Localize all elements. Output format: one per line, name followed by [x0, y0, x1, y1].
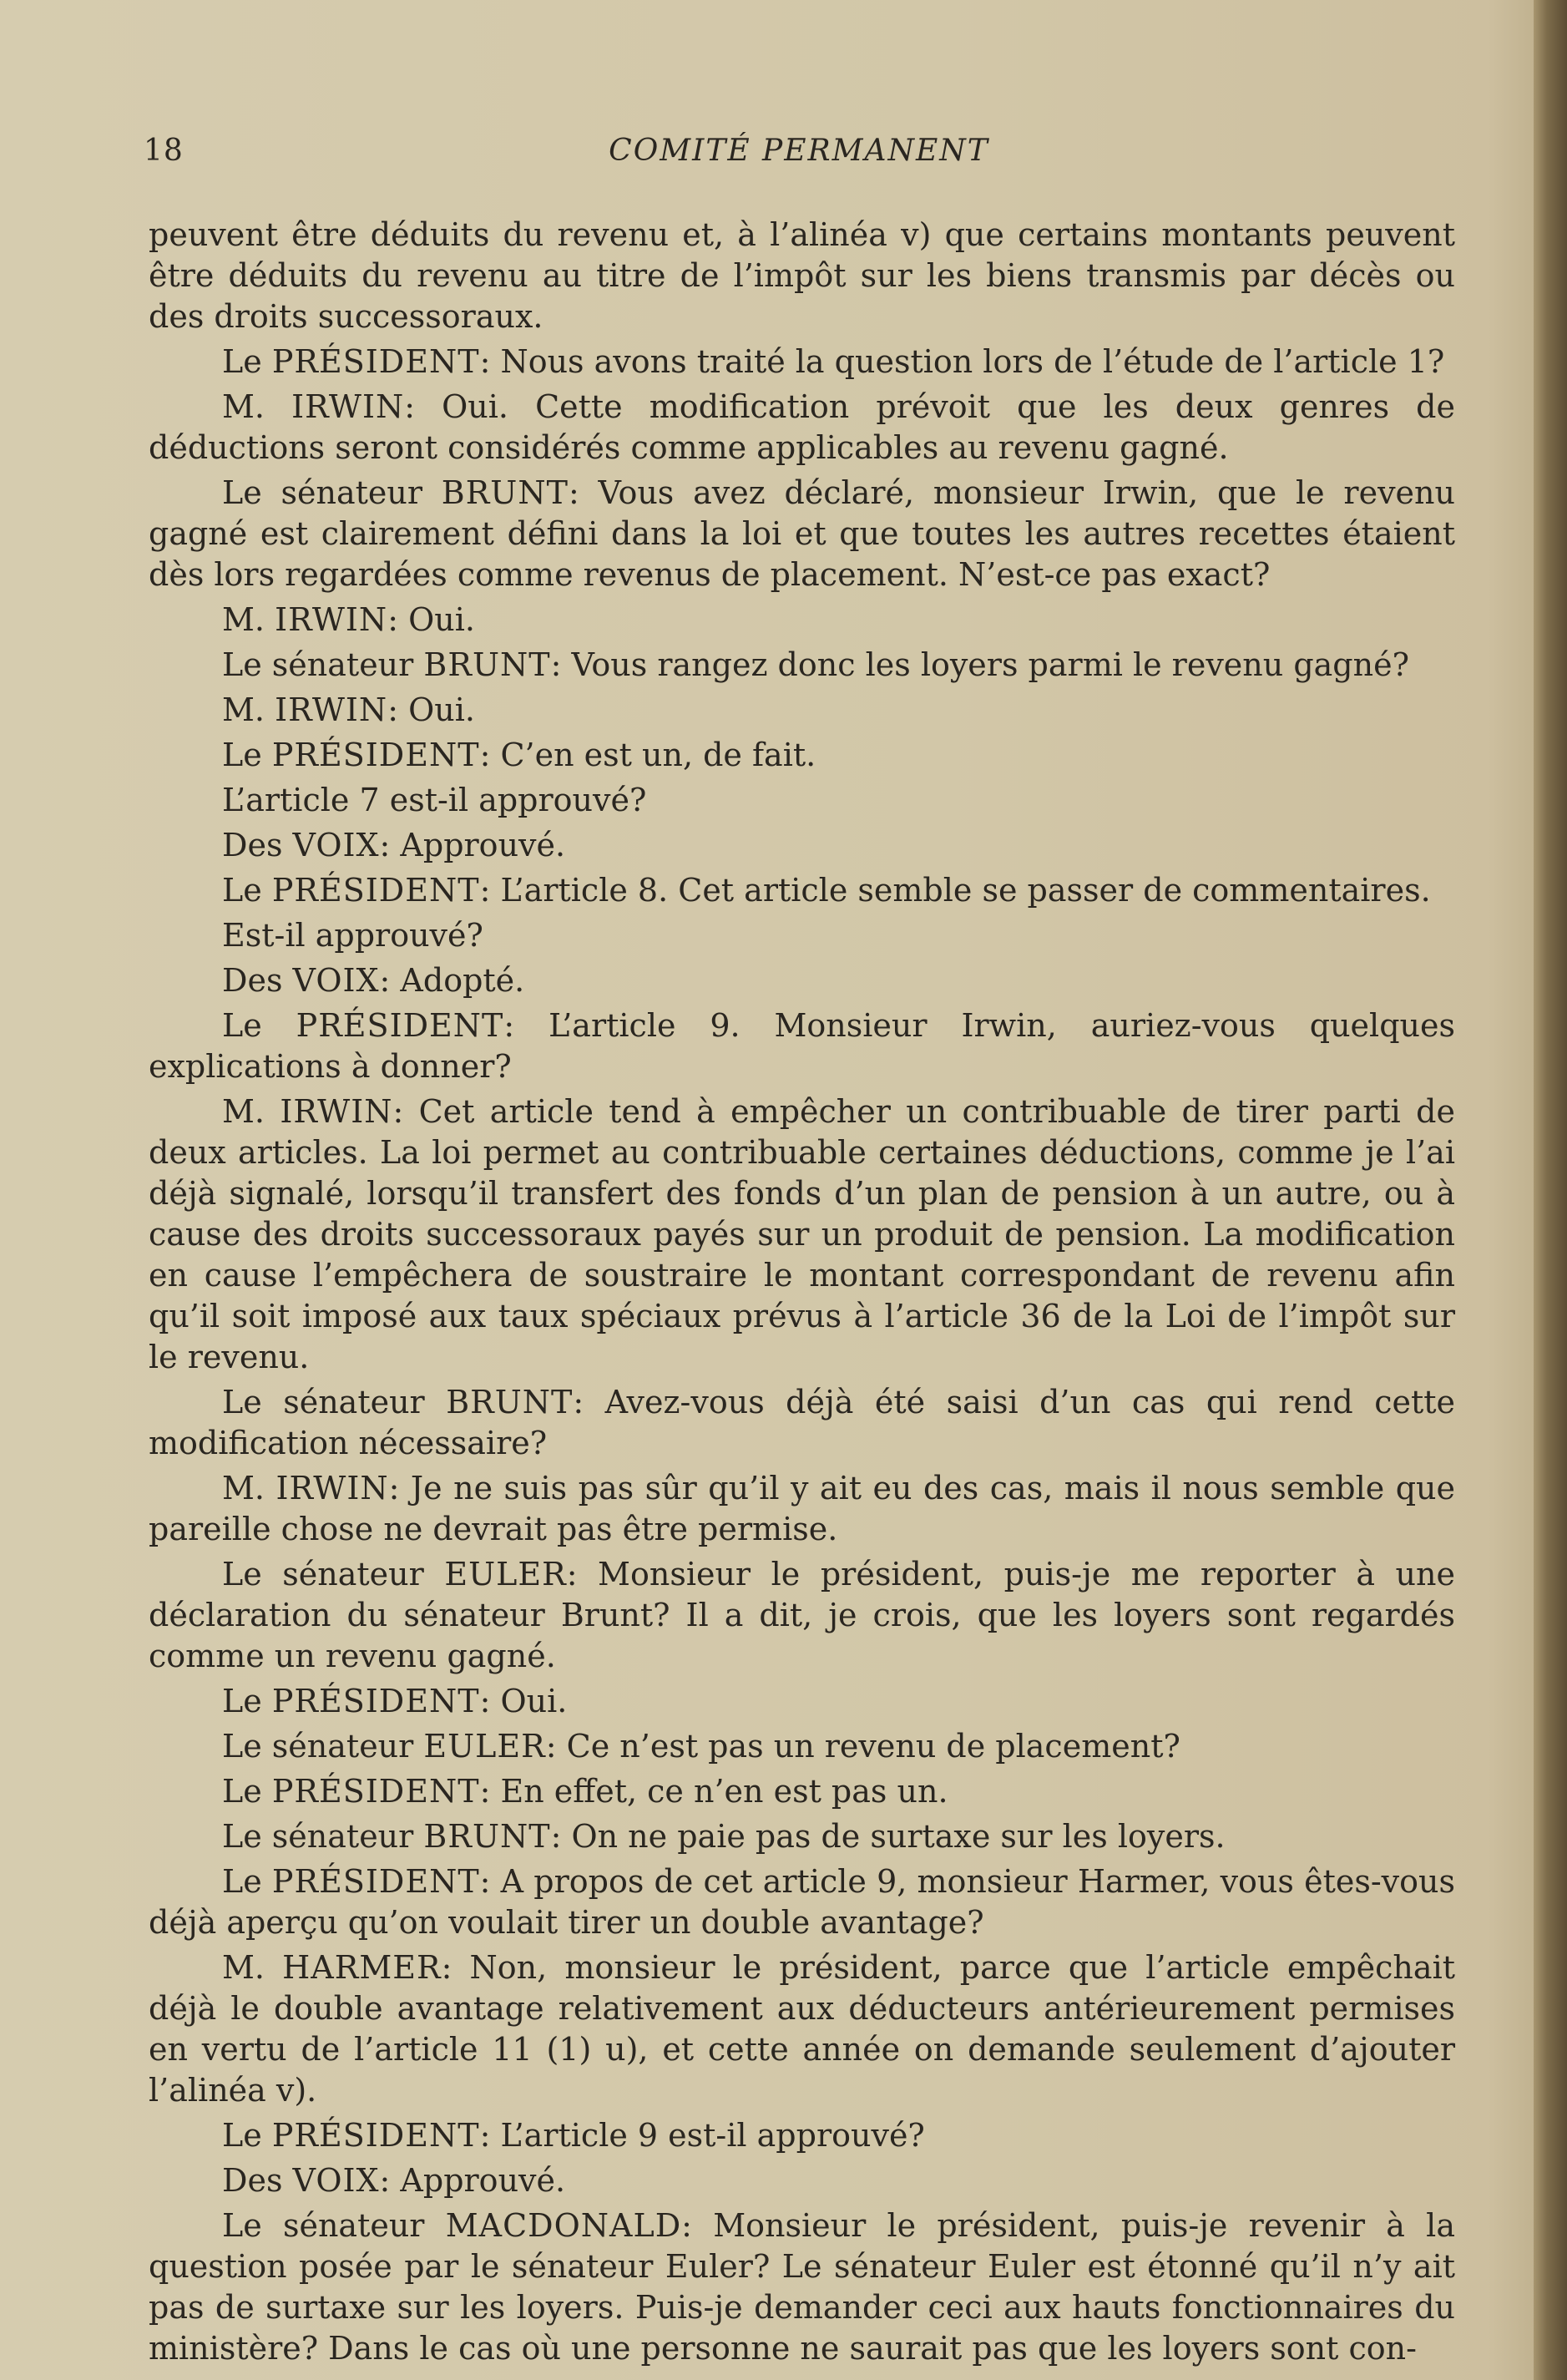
paragraph: M. IRWIN: Oui. [222, 691, 475, 728]
speaker-name: PRÉSIDENT [296, 1007, 504, 1044]
paragraph: Le sénateur BRUNT: On ne paie pas de surtaxe sur les loyers. [222, 1818, 1226, 1855]
paragraph: Le PRÉSIDENT: En effet, ce n’en est pas un. [222, 1773, 948, 1810]
speaker-name: IRWIN [275, 691, 388, 728]
speaker-name: PRÉSIDENT [271, 1863, 480, 1900]
paragraph: M. IRWIN: Oui. [222, 601, 475, 638]
paragraph: Le PRÉSIDENT: L’article 8. Cet article semble se passer de commentaires. [222, 872, 1431, 909]
paragraph: Le PRÉSIDENT: L’article 9 est-il approuvé? [222, 2117, 925, 2154]
speaker-name: IRWIN [280, 1093, 393, 1130]
paragraph: Le PRÉSIDENT: A propos de cet article 9, monsieur Harmer, vous êtes-vous déjà aperçu qu’on voulait tirer un double avantage? [149, 1863, 1455, 1941]
paragraph: peuvent être déduits du revenu et, à l’alinéa v) que certains montants peuvent être déduits du revenu au titre de l’impôt sur les biens transmis par décès ou des droits successoraux. [149, 216, 1455, 335]
paragraph: Le sénateur BRUNT: Vous rangez donc les loyers parmi le revenu gagné? [222, 646, 1409, 683]
transcript-body [149, 215, 1455, 2373]
book-spine-shadow [1534, 0, 1567, 2380]
paragraph: Le PRÉSIDENT: Nous avons traité la question lors de l’étude de l’article 1? [222, 343, 1445, 380]
speaker-name: EULER [444, 1556, 567, 1593]
paragraph: Le PRÉSIDENT: C’en est un, de fait. [222, 737, 816, 773]
paragraph: M. IRWIN: Cet article tend à empêcher un contribuable de tirer parti de deux articles. La loi permet au contribuable certaines déductions, comme je l’ai déjà signalé, lorsqu’il transfert des fonds d’un plan de pension à un autre, ou à cause des droits successoraux payés sur un produit de pension. La modification en cause l’empêchera de soustraire le montant correspondant de revenu afin qu’il soit imposé aux taux spéciaux prévus à l’article 36 de la Loi de l’impôt sur le revenu. [149, 1093, 1455, 1375]
running-title: COMITÉ PERMANENT [609, 134, 989, 168]
paragraph: M. IRWIN: Je ne suis pas sûr qu’il y ait eu des cas, mais il nous semble que pareille chose ne devrait pas être permise. [149, 1470, 1455, 1547]
paragraph: Est-il approuvé? [222, 917, 483, 954]
paragraph: M. HARMER: Non, monsieur le président, parce que l’article empêchait déjà le double avantage relativement aux déducteurs antérieurement permises en vertu de l’article 11 (1) u), et cette année on demande seulement d’ajouter l’alinéa v). [149, 1949, 1455, 2109]
paragraph: Le sénateur MACDONALD: Monsieur le président, puis-je revenir à la question posée par le sénateur Euler? Le sénateur Euler est étonné qu’il n’y ait pas de surtaxe sur les loyers. Puis-je demander ceci aux hauts fonctionnaires du ministère? Dans le cas où une personne ne saurait pas que les loyers sont con- [149, 2207, 1455, 2367]
speaker-name: PRÉSIDENT [271, 1683, 480, 1719]
speaker-name: VOIX [292, 827, 380, 863]
paragraph: Des VOIX: Adopté. [222, 962, 525, 999]
page-header [144, 134, 1454, 175]
speaker-name: PRÉSIDENT [271, 872, 480, 909]
paragraph: Le sénateur EULER: Monsieur le président, puis-je me reporter à une déclaration du sénateur Brunt? Il a dit, je crois, que les loyers sont regardés comme un revenu gagné. [149, 1556, 1455, 1674]
speaker-name: PRÉSIDENT [271, 1773, 480, 1810]
speaker-name: VOIX [292, 2162, 380, 2199]
speaker-name: IRWIN [275, 601, 388, 638]
speaker-name: BRUNT [441, 474, 569, 511]
speaker-name: IRWIN [291, 388, 405, 425]
speaker-name: VOIX [292, 962, 380, 999]
speaker-name: PRÉSIDENT [271, 2117, 480, 2154]
paragraph: L’article 7 est-il approuvé? [222, 782, 647, 818]
speaker-name: IRWIN [275, 1470, 389, 1506]
paragraph: Le sénateur BRUNT: Vous avez déclaré, monsieur Irwin, que le revenu gagné est clairement défini dans la loi et que toutes les autres recettes étaient dès lors regardées comme revenus de placement. N’est-ce pas exact? [149, 474, 1455, 593]
paragraph: Le sénateur BRUNT: Avez-vous déjà été saisi d’un cas qui rend cette modification nécessaire? [149, 1384, 1455, 1461]
paragraph: Le PRÉSIDENT: L’article 9. Monsieur Irwin, auriez-vous quelques explications à donner? [149, 1007, 1455, 1085]
speaker-name: EULER [423, 1728, 546, 1765]
paragraph: Des VOIX: Approuvé. [222, 827, 566, 863]
paragraph: M. IRWIN: Oui. Cette modification prévoit que les deux genres de déductions seront considérés comme applicables au revenu gagné. [149, 388, 1455, 466]
speaker-name: BRUNT [423, 1818, 551, 1855]
speaker-name: BRUNT [446, 1384, 574, 1420]
speaker-name: MACDONALD [445, 2207, 682, 2244]
speaker-name: PRÉSIDENT [271, 737, 480, 773]
paragraph: Le PRÉSIDENT: Oui. [222, 1683, 568, 1719]
page-number: 18 [144, 134, 184, 168]
speaker-name: BRUNT [423, 646, 551, 683]
speaker-name: HARMER [282, 1949, 442, 1986]
paragraph: Le sénateur EULER: Ce n’est pas un revenu de placement? [222, 1728, 1180, 1765]
paragraph: Des VOIX: Approuvé. [222, 2162, 566, 2199]
speaker-name: PRÉSIDENT [271, 343, 480, 380]
